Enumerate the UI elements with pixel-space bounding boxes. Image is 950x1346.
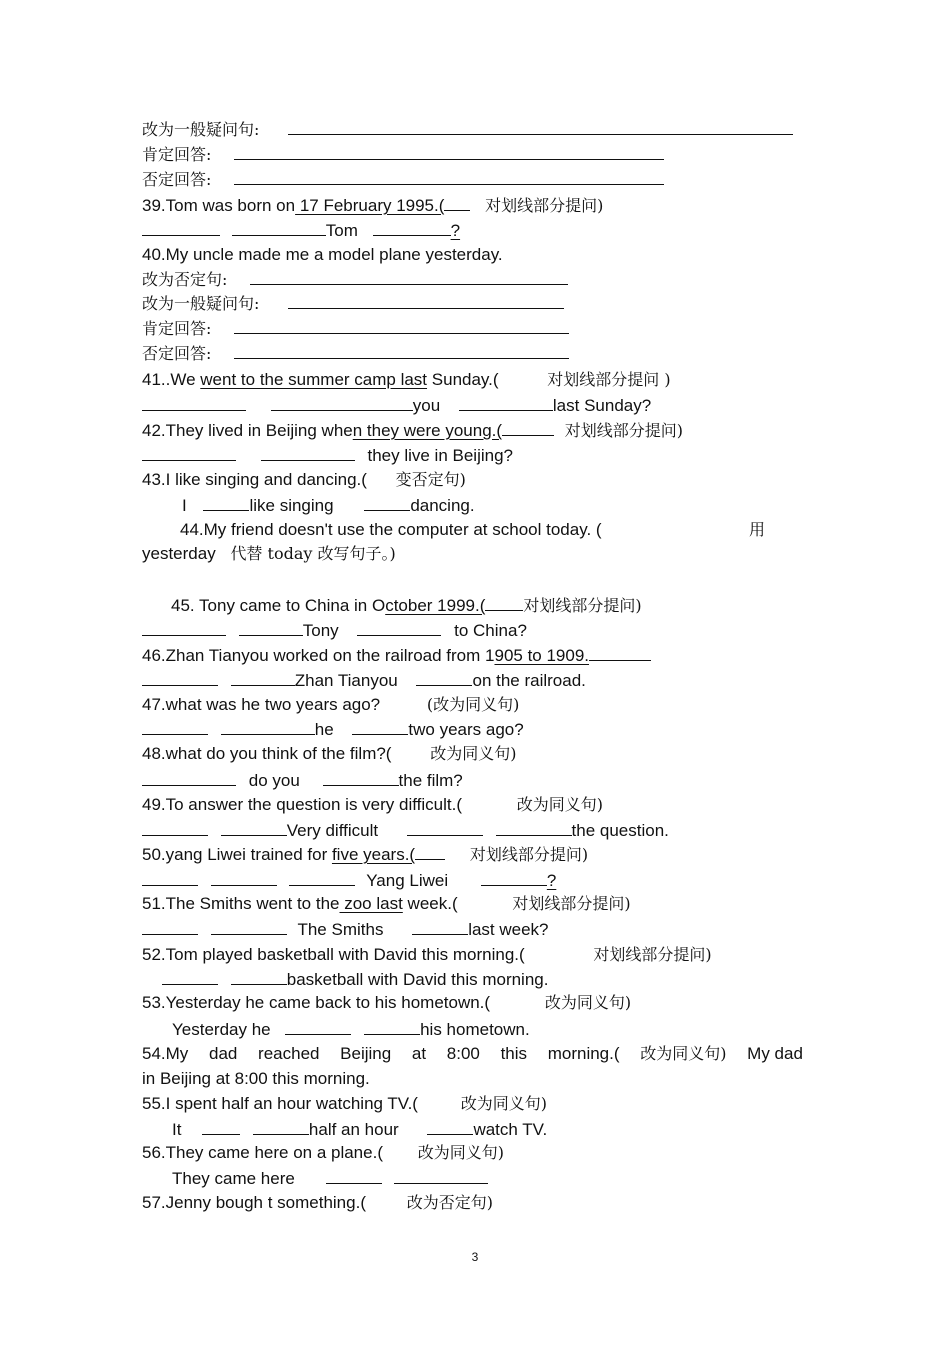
answer-word: the question. — [571, 821, 669, 840]
answer-blank[interactable] — [496, 819, 572, 836]
page-number: 3 — [471, 1250, 479, 1264]
line-no-answer — [142, 168, 664, 190]
instruction: 改为一般疑问句: — [142, 120, 260, 139]
answer-blank[interactable] — [323, 769, 399, 786]
question-word: 54.My — [142, 1044, 189, 1063]
question-54 — [142, 1043, 803, 1065]
question-45 — [171, 594, 642, 616]
answer-blank[interactable] — [416, 669, 472, 686]
instruction: 改为否定句: — [142, 270, 228, 289]
answer-word: on the railroad. — [472, 671, 586, 690]
question-text: in Beijing at 8:00 this morning. — [142, 1069, 370, 1088]
question-40-negative — [142, 268, 568, 290]
question-47 — [142, 694, 519, 716]
instruction: 改为同义句) — [430, 744, 517, 763]
question-text: 56.They came here on a plane.( — [142, 1143, 383, 1162]
question-text: 44.My friend doesn't use the computer at school today. ( — [180, 520, 602, 539]
answer-word: basketball with David this morning. — [286, 970, 549, 989]
instruction: 改为同义句) — [417, 1143, 504, 1162]
question-word: at — [411, 1044, 427, 1063]
answer-blank[interactable] — [231, 669, 295, 686]
question-word: morning.( — [547, 1044, 620, 1063]
question-50-answer — [142, 869, 556, 891]
line-yiban-question — [142, 118, 793, 140]
answer-word: Tom — [325, 221, 358, 240]
question-40 — [142, 244, 503, 266]
answer-blank[interactable] — [221, 718, 315, 735]
question-43-answer — [182, 494, 475, 516]
underlined-text: zoo last — [339, 894, 403, 913]
question-52 — [142, 944, 712, 966]
question-41 — [142, 369, 671, 391]
answer-blank[interactable] — [415, 843, 445, 860]
question-text: 45. Tony came to China in O — [171, 596, 386, 615]
instruction: 改为同义句) — [640, 1044, 727, 1063]
question-56-answer — [172, 1167, 488, 1189]
underlined-text: five years.( — [331, 845, 416, 864]
answer-blank[interactable] — [231, 968, 287, 985]
answer-word: Zhan Tianyou — [294, 671, 398, 690]
instruction: 改为一般疑问句: — [142, 294, 260, 313]
instruction: 对划线部分提问) — [512, 894, 631, 913]
answer-blank[interactable] — [142, 444, 236, 461]
answer-word: Yesterday he — [172, 1020, 271, 1039]
answer-blank[interactable] — [271, 394, 413, 411]
answer-word: I — [182, 496, 187, 515]
instruction: 对划线部分提问) — [593, 945, 712, 964]
question-text: 50.yang Liwei trained for — [142, 845, 332, 864]
instruction: 肯定回答: — [142, 319, 212, 338]
question-48 — [142, 743, 516, 765]
answer-blank[interactable] — [502, 419, 554, 436]
question-40-yes — [142, 317, 569, 339]
question-55-answer — [172, 1118, 547, 1140]
answer-blank[interactable] — [394, 1167, 488, 1184]
question-text: 46.Zhan Tianyou worked on the railroad from 1 — [142, 646, 495, 665]
instruction: 肯定回答: — [142, 145, 212, 164]
answer-blank[interactable] — [221, 819, 287, 836]
question-word: dad — [208, 1044, 238, 1063]
underlined-text: 17 February 1995.( — [295, 196, 445, 215]
answer-word: they live in Beijing? — [367, 446, 513, 465]
answer-blank[interactable] — [288, 292, 564, 309]
answer-word: his hometown. — [420, 1020, 530, 1039]
answer-blank[interactable] — [211, 869, 277, 886]
underlined-text: n they were young.( — [352, 421, 503, 440]
answer-blank[interactable] — [373, 219, 451, 236]
question-text: 55.I spent half an hour watching TV.( — [142, 1094, 418, 1113]
answer-word: last Sunday? — [552, 396, 652, 415]
question-46-answer — [142, 669, 586, 691]
question-text: 49.To answer the question is very difficult.( — [142, 795, 463, 814]
line-yes-answer — [142, 143, 664, 165]
answer-blank[interactable] — [261, 444, 355, 461]
instruction: 改为同义句) — [460, 1094, 547, 1113]
answer-word: you — [412, 396, 441, 415]
instruction: 对划线部分提问) — [564, 421, 684, 440]
answer-blank[interactable] — [357, 619, 441, 636]
answer-blank[interactable] — [239, 619, 303, 636]
answer-blank[interactable] — [234, 317, 569, 334]
answer-word: do you — [248, 771, 300, 790]
question-text: 39.Tom was born on — [142, 196, 296, 215]
question-word: reached — [258, 1044, 320, 1063]
answer-blank[interactable] — [444, 194, 470, 211]
answer-blank[interactable] — [234, 342, 569, 359]
answer-word: the film? — [398, 771, 463, 790]
question-text: 51.The Smiths went to the — [142, 894, 340, 913]
question-53-answer — [172, 1018, 530, 1040]
answer-blank[interactable] — [234, 168, 664, 185]
instruction: 对划线部分提问) — [485, 196, 604, 215]
question-text: week.( — [402, 894, 458, 913]
answer-word: It — [172, 1120, 182, 1139]
answer-blank[interactable] — [412, 918, 468, 935]
question-text: 57.Jenny bough t something.( — [142, 1193, 366, 1212]
answer-word: Yang Liwei — [366, 871, 449, 890]
instruction: (改为同义句) — [426, 695, 520, 714]
answer-word: The Smiths — [297, 920, 384, 939]
answer-word: They came here — [172, 1169, 295, 1188]
answer-word: half an hour — [308, 1120, 399, 1139]
answer-blank[interactable] — [162, 968, 218, 985]
answer-blank[interactable] — [142, 718, 208, 735]
answer-blank[interactable] — [142, 819, 208, 836]
answer-blank[interactable] — [142, 769, 236, 786]
question-text: 47.what was he two years ago? — [142, 695, 381, 714]
question-44-cont — [142, 543, 396, 565]
instruction: 对划线部分提问 ) — [547, 370, 671, 389]
answer-word: like singing — [249, 496, 334, 515]
question-text: 48.what do you think of the film?( — [142, 744, 392, 763]
instruction: 否定回答: — [142, 170, 212, 189]
answer-blank[interactable] — [142, 619, 226, 636]
question-42 — [142, 419, 683, 441]
answer-word: ? — [450, 221, 461, 240]
question-text: 42.They lived in Beijing whe — [142, 421, 353, 440]
underlined-text: went to the summer camp last — [200, 370, 428, 389]
question-51 — [142, 893, 631, 915]
instruction: 用 — [748, 520, 765, 539]
answer-blank[interactable] — [234, 143, 664, 160]
answer-blank[interactable] — [142, 918, 198, 935]
underlined-text: ctober 1999.( — [385, 596, 486, 615]
answer-word: dancing. — [410, 496, 475, 515]
answer-blank[interactable] — [481, 869, 547, 886]
question-text: 52.Tom played basketball with David this morning.( — [142, 945, 525, 964]
question-50 — [142, 843, 588, 865]
question-56 — [142, 1142, 504, 1164]
question-word: this — [500, 1044, 528, 1063]
answer-word: Very difficult — [286, 821, 379, 840]
answer-blank[interactable] — [459, 394, 553, 411]
question-47-answer — [142, 718, 524, 740]
question-text: My dad — [747, 1044, 803, 1063]
question-57 — [142, 1192, 493, 1214]
instruction: 否定回答: — [142, 344, 212, 363]
instruction: 对划线部分提问) — [469, 845, 589, 864]
question-text: Sunday.( — [427, 370, 499, 389]
answer-blank[interactable] — [203, 494, 249, 511]
question-39 — [142, 194, 603, 216]
question-46 — [142, 644, 651, 666]
answer-blank[interactable] — [211, 918, 287, 935]
answer-blank[interactable] — [142, 669, 218, 686]
answer-blank[interactable] — [485, 594, 523, 611]
answer-blank[interactable] — [289, 869, 355, 886]
question-word: 8:00 — [446, 1044, 480, 1063]
question-44 — [180, 519, 765, 541]
answer-blank[interactable] — [407, 819, 483, 836]
question-text: 40.My uncle made me a model plane yesterday. — [142, 245, 503, 264]
answer-blank[interactable] — [364, 1018, 420, 1035]
answer-word: Tony — [302, 621, 339, 640]
answer-blank[interactable] — [232, 219, 326, 236]
question-49 — [142, 794, 603, 816]
answer-blank[interactable] — [142, 394, 246, 411]
answer-blank[interactable] — [142, 219, 220, 236]
question-text: yesterday — [142, 544, 216, 563]
answer-blank[interactable] — [427, 1118, 473, 1135]
question-text: 43.I like singing and dancing.( — [142, 470, 367, 489]
question-54-cont — [142, 1068, 370, 1090]
instruction: 改为同义句) — [516, 795, 603, 814]
question-39-answer — [142, 219, 460, 241]
instruction: 改为否定句) — [406, 1193, 493, 1212]
answer-blank[interactable] — [589, 644, 651, 661]
answer-blank[interactable] — [253, 1118, 309, 1135]
question-word: Beijing — [340, 1044, 392, 1063]
answer-blank[interactable] — [285, 1018, 351, 1035]
question-text: 53.Yesterday he came back to his hometown.( — [142, 993, 491, 1012]
answer-word: two years ago? — [408, 720, 524, 739]
answer-blank[interactable] — [250, 268, 568, 285]
question-42-answer — [142, 444, 513, 466]
instruction: 代替 today 改写句子。) — [230, 544, 396, 563]
answer-word: he — [314, 720, 334, 739]
question-text: 41..We — [142, 370, 201, 389]
question-55 — [142, 1093, 547, 1115]
answer-word: to China? — [454, 621, 527, 640]
answer-word: watch TV. — [473, 1120, 548, 1139]
answer-blank[interactable] — [364, 494, 410, 511]
question-52-answer — [142, 968, 548, 990]
underlined-text: 905 to 1909. — [494, 646, 590, 665]
question-40-no — [142, 342, 569, 364]
instruction: 改为同义句) — [544, 993, 632, 1012]
question-45-answer — [142, 619, 527, 641]
question-48-answer — [142, 769, 463, 791]
answer-blank[interactable] — [142, 869, 198, 886]
question-53 — [142, 992, 631, 1014]
instruction: 变否定句) — [395, 470, 466, 489]
answer-blank[interactable] — [352, 718, 408, 735]
question-43 — [142, 469, 466, 491]
question-51-answer — [142, 918, 549, 940]
answer-blank[interactable] — [288, 118, 793, 135]
answer-word: ? — [546, 871, 557, 890]
answer-blank[interactable] — [202, 1118, 240, 1135]
question-49-answer — [142, 819, 669, 841]
answer-word: last week? — [468, 920, 549, 939]
question-40-yiban — [142, 292, 564, 314]
answer-blank[interactable] — [326, 1167, 382, 1184]
instruction: 对划线部分提问) — [523, 596, 642, 615]
question-41-answer — [142, 394, 651, 416]
